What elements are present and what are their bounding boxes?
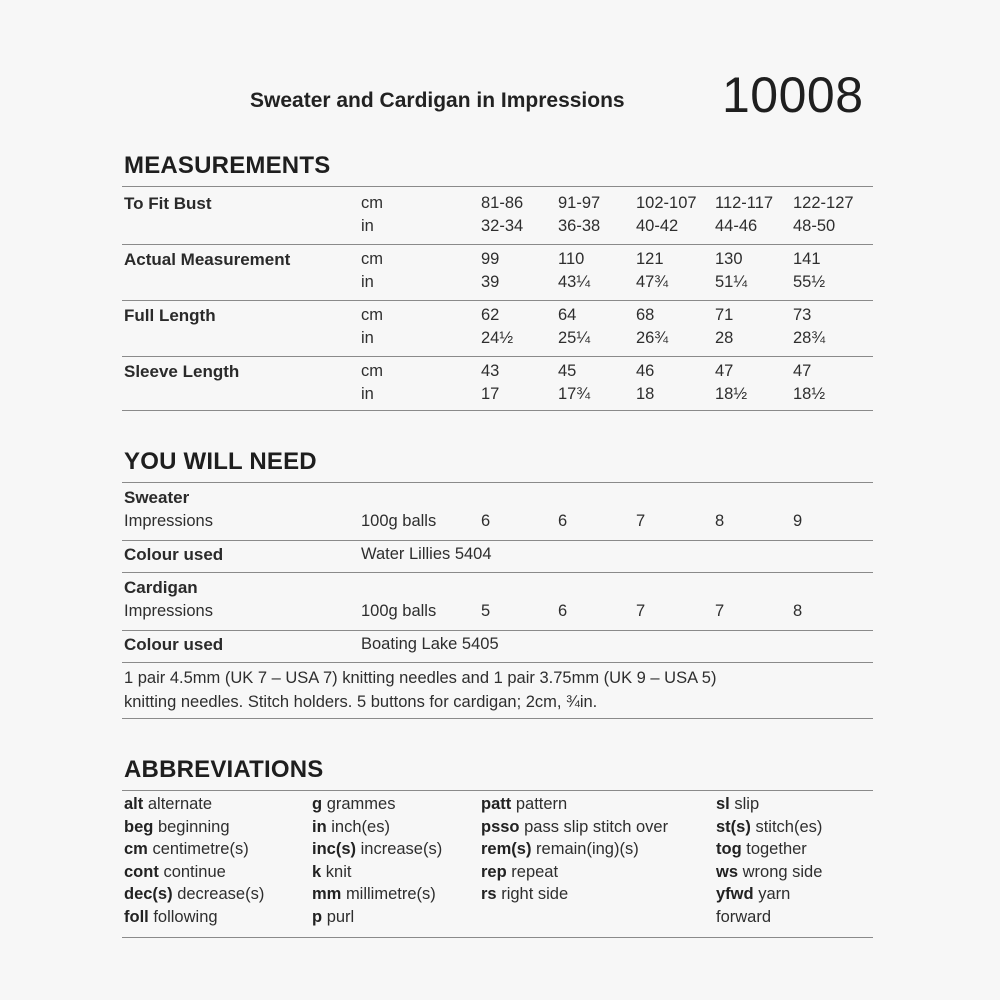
abbreviation-term: mm bbox=[312, 885, 342, 904]
abbreviation-term: st(s) bbox=[716, 817, 751, 836]
measurement-row-divider bbox=[122, 300, 873, 301]
value-in: 28¾ bbox=[793, 329, 826, 347]
value-cm: 71 bbox=[715, 306, 734, 324]
value-cm: 102-107 bbox=[636, 194, 697, 212]
abbreviation-term: sl bbox=[716, 795, 730, 813]
unit-cm: cm bbox=[361, 306, 383, 324]
value-in: 48-50 bbox=[793, 217, 836, 235]
abbreviation-meaning: centimetre(s) bbox=[152, 840, 249, 859]
value-cm: 130 bbox=[715, 250, 743, 268]
value-in: 17¾ bbox=[558, 385, 591, 403]
value-in: 47¾ bbox=[636, 273, 669, 291]
abbreviation-item bbox=[481, 885, 568, 904]
abbreviation-meaning: yarn bbox=[758, 885, 791, 904]
abbreviation-term: cont bbox=[124, 862, 159, 881]
measurement-label: Sleeve Length bbox=[124, 362, 240, 381]
sweater-balls: 6 bbox=[481, 512, 491, 530]
measurement-label: Actual Measurement bbox=[124, 250, 291, 269]
abbreviation-meaning: pass slip stitch over bbox=[524, 817, 669, 836]
value-cm: 141 bbox=[793, 250, 821, 268]
abbreviation-term: rem(s) bbox=[481, 840, 532, 859]
abbreviation-term: alt bbox=[124, 795, 144, 813]
measurement-label: To Fit Bust bbox=[124, 194, 212, 213]
abbreviation-meaning: grammes bbox=[326, 795, 396, 813]
abbreviation-item bbox=[124, 908, 218, 927]
value-cm: 73 bbox=[793, 306, 812, 324]
cardigan-balls: 6 bbox=[558, 602, 568, 620]
abbreviation-meaning: wrong side bbox=[742, 862, 823, 881]
abbreviation-meaning: repeat bbox=[511, 862, 559, 881]
cardigan-balls: 5 bbox=[481, 602, 491, 620]
abbreviation-item bbox=[716, 795, 759, 814]
value-cm: 43 bbox=[481, 362, 500, 380]
abbreviation-item bbox=[312, 863, 351, 882]
cardigan-colour: Boating Lake 5405 bbox=[361, 635, 499, 653]
value-in: 18½ bbox=[715, 385, 748, 403]
abbreviation-term: tog bbox=[716, 840, 742, 859]
value-cm: 62 bbox=[481, 306, 500, 324]
cardigan-unit: 100g balls bbox=[361, 602, 437, 620]
needles-note-line-1: 1 pair 4.5mm (UK 7 – USA 7) knitting needles and 1 pair 3.75mm (UK 9 – USA 5) bbox=[124, 669, 717, 687]
value-in: 18 bbox=[636, 385, 655, 403]
value-in: 40-42 bbox=[636, 217, 679, 235]
value-cm: 47 bbox=[793, 362, 812, 380]
pattern-number: 10008 bbox=[722, 67, 864, 123]
abbreviation-item bbox=[124, 863, 226, 882]
abbreviations-top-divider bbox=[122, 790, 873, 791]
abbreviation-meaning: following bbox=[153, 908, 218, 926]
you-will-need-heading: YOU WILL NEED bbox=[124, 448, 317, 475]
abbreviation-meaning: increase(s) bbox=[360, 840, 443, 859]
value-cm: 91-97 bbox=[558, 194, 601, 212]
cardigan-yarn: Impressions bbox=[124, 602, 213, 620]
measurement-row-divider bbox=[122, 356, 873, 357]
pattern-title: Sweater and Cardigan in Impressions bbox=[250, 89, 625, 112]
abbreviation-term: psso bbox=[481, 817, 520, 836]
value-in: 39 bbox=[481, 273, 500, 291]
abbreviation-meaning: forward bbox=[716, 908, 772, 926]
sweater-colour-label: Colour used bbox=[124, 545, 224, 564]
measurements-top-divider bbox=[122, 186, 873, 187]
abbreviation-item bbox=[716, 840, 807, 859]
value-cm: 45 bbox=[558, 362, 577, 380]
abbreviation-meaning: inch(es) bbox=[331, 817, 390, 836]
value-in: 44-46 bbox=[715, 217, 758, 235]
abbreviation-item bbox=[312, 840, 442, 859]
cardigan-colour-label: Colour used bbox=[124, 635, 224, 654]
abbreviation-term: rs bbox=[481, 885, 497, 904]
abbreviation-meaning: beginning bbox=[157, 817, 230, 836]
sweater-balls: 6 bbox=[558, 512, 568, 530]
abbreviation-term: dec(s) bbox=[124, 885, 173, 904]
sweater-balls: 8 bbox=[715, 512, 725, 530]
abbreviation-item bbox=[312, 885, 436, 904]
abbreviation-meaning: decrease(s) bbox=[177, 885, 265, 904]
value-cm: 64 bbox=[558, 306, 577, 324]
abbreviation-term: g bbox=[312, 795, 323, 813]
sweater-unit: 100g balls bbox=[361, 512, 437, 530]
unit-in: in bbox=[361, 273, 374, 291]
value-cm: 122-127 bbox=[793, 194, 854, 212]
unit-in: in bbox=[361, 385, 374, 403]
value-in: 28 bbox=[715, 329, 734, 347]
abbreviation-meaning: purl bbox=[326, 908, 355, 926]
abbreviation-term: foll bbox=[124, 908, 149, 926]
cardigan-balls: 8 bbox=[793, 602, 803, 620]
value-in: 55½ bbox=[793, 273, 826, 291]
abbreviation-item bbox=[481, 818, 668, 837]
abbreviation-item bbox=[124, 840, 249, 859]
abbreviation-meaning: pattern bbox=[515, 795, 568, 813]
value-in: 18½ bbox=[793, 385, 826, 403]
abbreviation-term: cm bbox=[124, 840, 148, 859]
abbreviation-item bbox=[312, 795, 395, 814]
abbreviations-bottom-divider bbox=[122, 937, 873, 938]
abbreviation-term: rep bbox=[481, 862, 507, 881]
cardigan-divider bbox=[122, 630, 873, 631]
abbreviation-item bbox=[481, 795, 567, 814]
abbreviation-term: patt bbox=[481, 795, 512, 813]
abbreviation-item bbox=[716, 863, 822, 882]
cardigan-title: Cardigan bbox=[124, 578, 198, 597]
abbreviation-item bbox=[481, 840, 639, 859]
abbreviation-item bbox=[716, 885, 790, 904]
abbreviations-heading: ABBREVIATIONS bbox=[124, 756, 324, 783]
unit-in: in bbox=[361, 329, 374, 347]
abbreviation-term: yfwd bbox=[716, 885, 754, 904]
unit-cm: cm bbox=[361, 194, 383, 212]
abbreviation-term: in bbox=[312, 817, 327, 836]
value-in: 32-34 bbox=[481, 217, 524, 235]
sweater-balls: 9 bbox=[793, 512, 803, 530]
sweater-yarn: Impressions bbox=[124, 512, 213, 530]
abbreviation-term: beg bbox=[124, 817, 154, 836]
abbreviation-item bbox=[312, 818, 390, 837]
sweater-colour: Water Lillies 5404 bbox=[361, 545, 492, 563]
needles-note-line-2: knitting needles. Stitch holders. 5 buttons for cardigan; 2cm, ¾in. bbox=[124, 693, 598, 711]
abbreviation-item bbox=[124, 818, 230, 837]
sweater-colour-divider bbox=[122, 572, 873, 573]
value-cm: 110 bbox=[558, 250, 585, 268]
need-top-divider bbox=[122, 482, 873, 483]
abbreviation-term: ws bbox=[716, 862, 739, 881]
measurement-row-divider bbox=[122, 244, 873, 245]
abbreviation-item bbox=[124, 885, 264, 904]
abbreviation-meaning: right side bbox=[501, 885, 569, 904]
abbreviation-item bbox=[124, 795, 212, 814]
unit-cm: cm bbox=[361, 250, 383, 268]
value-in: 24½ bbox=[481, 329, 514, 347]
abbreviation-term: k bbox=[312, 862, 322, 881]
abbreviation-item bbox=[481, 863, 558, 882]
measurements-heading: MEASUREMENTS bbox=[124, 152, 331, 179]
value-cm: 99 bbox=[481, 250, 500, 268]
abbreviation-meaning: continue bbox=[163, 862, 226, 881]
abbreviation-meaning: knit bbox=[325, 862, 352, 881]
value-cm: 46 bbox=[636, 362, 655, 380]
cardigan-colour-divider bbox=[122, 662, 873, 663]
unit-in: in bbox=[361, 217, 374, 235]
value-in: 43¼ bbox=[558, 273, 591, 291]
abbreviation-item bbox=[716, 818, 822, 837]
abbreviation-term: p bbox=[312, 908, 323, 926]
cardigan-balls: 7 bbox=[715, 602, 725, 620]
abbreviation-meaning: stitch(es) bbox=[755, 817, 823, 836]
sweater-divider bbox=[122, 540, 873, 541]
abbreviation-meaning: slip bbox=[734, 795, 760, 813]
value-in: 25¼ bbox=[558, 329, 591, 347]
abbreviation-meaning: remain(ing)(s) bbox=[536, 840, 639, 859]
value-in: 36-38 bbox=[558, 217, 601, 235]
sweater-title: Sweater bbox=[124, 488, 190, 507]
need-bottom-divider bbox=[122, 718, 873, 719]
measurement-label: Full Length bbox=[124, 306, 216, 325]
abbreviation-term: inc(s) bbox=[312, 840, 357, 859]
abbreviation-meaning: alternate bbox=[147, 795, 213, 813]
abbreviation-item bbox=[716, 908, 771, 927]
value-in: 26¾ bbox=[636, 329, 669, 347]
cardigan-balls: 7 bbox=[636, 602, 646, 620]
abbreviation-meaning: millimetre(s) bbox=[345, 885, 436, 904]
value-cm: 68 bbox=[636, 306, 655, 324]
abbreviation-meaning: together bbox=[746, 840, 807, 859]
value-cm: 81-86 bbox=[481, 194, 524, 212]
abbreviation-item bbox=[312, 908, 354, 927]
measurements-bottom-divider bbox=[122, 410, 873, 411]
value-cm: 47 bbox=[715, 362, 734, 380]
value-cm: 121 bbox=[636, 250, 664, 268]
value-in: 51¼ bbox=[715, 273, 748, 291]
value-in: 17 bbox=[481, 385, 500, 403]
unit-cm: cm bbox=[361, 362, 383, 380]
sweater-balls: 7 bbox=[636, 512, 646, 530]
value-cm: 112-117 bbox=[715, 194, 774, 212]
